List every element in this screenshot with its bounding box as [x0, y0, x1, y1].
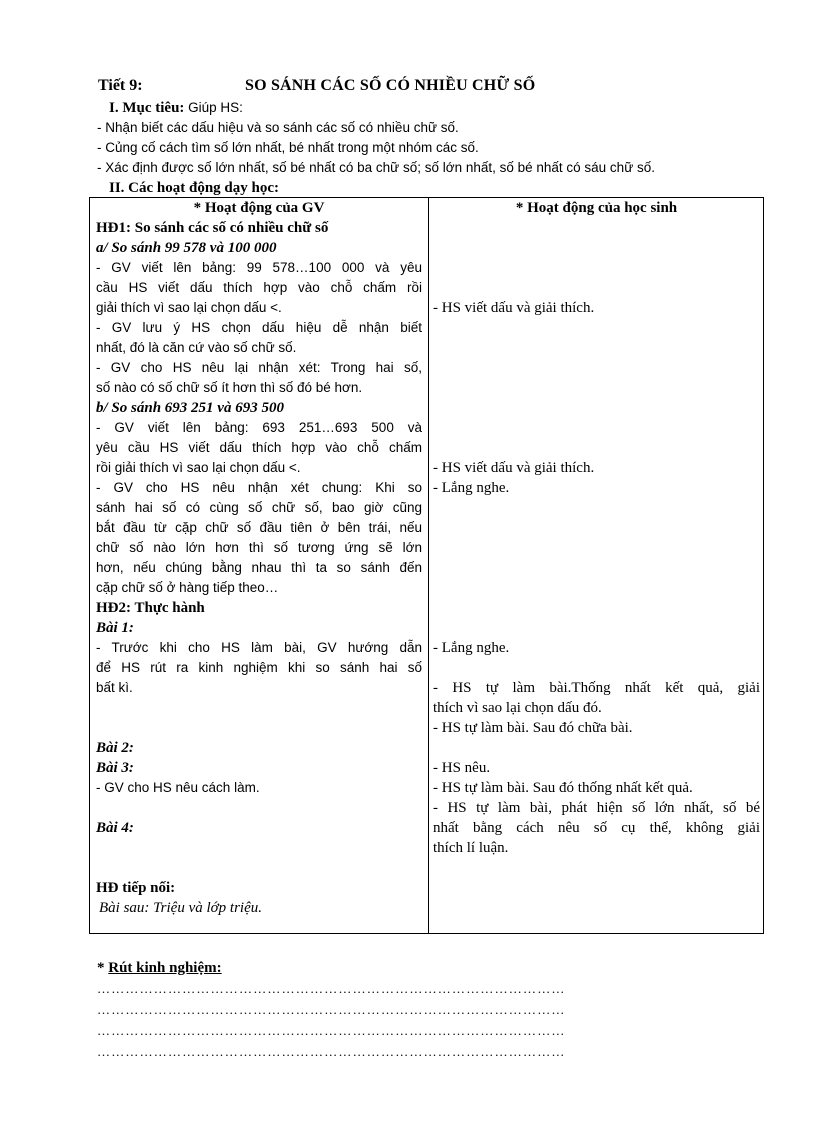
hs-exercise-3-line: - HS nêu.	[433, 760, 491, 776]
part-a-line: - GV cho HS nêu lại nhận xét: Trong hai số,	[96, 360, 422, 375]
notes-dotted-line: ………………………………………………………………………………………	[97, 981, 566, 996]
activities-table	[89, 197, 764, 934]
part-a-line: số nào có số chữ số ít hơn thì số đó bé hơn.	[96, 380, 363, 395]
hs-exercise-4-line: - HS tự làm bài, phát hiện số lớn nhất, số bé	[433, 800, 760, 816]
objective-item: - Nhận biết các dấu hiệu và so sánh các số có nhiều chữ số.	[97, 120, 459, 135]
notes-dotted-line: ………………………………………………………………………………………	[97, 1023, 566, 1038]
notes-dotted-line: ………………………………………………………………………………………	[97, 1002, 566, 1017]
teacher-column-header: * Hoạt động của GV	[193, 200, 325, 216]
blank-line	[96, 798, 422, 818]
part-a-line: nhất, đó là căn cứ vào số chữ số.	[96, 340, 297, 355]
column-divider	[428, 198, 429, 933]
objectives-section	[97, 98, 777, 198]
hs-exercise-4-line: nhất bằng cách nêu số cụ thể, không giải	[433, 820, 760, 836]
activities-heading: II. Các hoạt động dạy học:	[109, 180, 280, 196]
part-b-title: b/ So sánh 693 251 và 693 500	[96, 400, 284, 416]
part-b-line: hơn, nếu chúng bằng nhau thì ta so sánh đến	[96, 560, 422, 575]
notes-heading-text: Rút kinh nghiệm:	[108, 960, 222, 976]
objectives-heading-line	[97, 98, 777, 118]
student-column	[433, 198, 760, 856]
objectives-heading: I. Mục tiêu:	[109, 100, 185, 116]
notes-star: *	[97, 960, 109, 976]
hs-explain-line: - HS viết dấu và giải thích.	[433, 300, 595, 316]
lesson-number: Tiết 9:	[98, 77, 143, 94]
hs-response-practice	[433, 638, 760, 858]
part-a-line: - GV lưu ý HS chọn dấu hiệu dễ nhận biết	[96, 320, 422, 335]
part-b-line: sánh hai số có cùng số chữ số, bao giờ cũng	[96, 500, 422, 515]
next-lesson-line: Bài sau: Triệu và lớp triệu.	[99, 900, 263, 916]
objective-item: - Củng cố cách tìm số lớn nhất, bé nhất trong một nhóm các số.	[97, 140, 479, 155]
hd2-heading: HĐ2: Thực hành	[96, 600, 205, 616]
part-b-line: rồi giải thích vì sao lại chọn dấu <.	[96, 460, 301, 475]
objectives-intro: Giúp HS:	[184, 100, 243, 115]
hs-exercise-4-line: thích lí luận.	[433, 840, 509, 856]
hs-response-a	[433, 298, 760, 318]
hd1-heading: HĐ1: So sánh các số có nhiều chữ số	[96, 220, 329, 236]
blank-line	[96, 858, 422, 878]
hs-exercise-1-line: - HS tự làm bài.Thống nhất kết quả, giải	[433, 680, 760, 696]
part-b-line: - GV viết lên bảng: 693 251…693 500 và	[96, 420, 422, 435]
student-column-header: * Hoạt động của học sinh	[515, 200, 678, 216]
notes-heading	[97, 958, 757, 978]
notes-section	[97, 958, 757, 1062]
part-a-line: cầu HS viết dấu thích hợp vào chỗ chấm rồi	[96, 280, 422, 295]
part-b-line: yêu cầu HS viết dấu thích hợp vào chỗ chấm	[96, 440, 422, 455]
exercise-1-line: - Trước khi cho HS làm bài, GV hướng dẫn	[96, 640, 422, 655]
hs-exercise-2-line: - HS tự làm bài. Sau đó chữa bài.	[433, 720, 633, 736]
hs-explain-line: - HS viết dấu và giải thích.	[433, 460, 595, 476]
follow-up-heading: HĐ tiếp nối:	[96, 880, 176, 896]
lesson-title: SO SÁNH CÁC SỐ CÓ NHIỀU CHỮ SỐ	[245, 77, 536, 94]
blank-line	[96, 698, 422, 718]
exercise-1-line: bất kì.	[96, 680, 133, 695]
hs-listen-line: - Lắng nghe.	[433, 640, 510, 656]
blank-line	[433, 658, 760, 678]
hs-exercise-1-line: thích vì sao lại chọn dấu đó.	[433, 700, 602, 716]
blank-line	[433, 738, 760, 758]
hs-listen-line: - Lắng nghe.	[433, 480, 510, 496]
exercise-3-title: Bài 3:	[96, 760, 134, 776]
hs-exercise-3-line: - HS tự làm bài. Sau đó thống nhất kết quả.	[433, 780, 693, 796]
exercise-2-title: Bài 2:	[96, 740, 134, 756]
blank-line	[96, 838, 422, 858]
part-b-line: chữ số nào lớn hơn thì số tương ứng sẽ lớn	[96, 540, 422, 555]
exercise-4-title: Bài 4:	[96, 820, 134, 836]
teacher-column	[96, 198, 422, 918]
part-b-line: bắt đầu từ cặp chữ số đầu tiên ở bên trái, nếu	[96, 520, 422, 535]
hs-response-b	[433, 458, 760, 498]
blank-line	[96, 718, 422, 738]
title-row	[98, 77, 778, 97]
objective-item: - Xác định được số lớn nhất, số bé nhất có ba chữ số; số lớn nhất, số bé nhất có sáu chữ số.	[97, 160, 655, 175]
notes-dotted-line: ………………………………………………………………………………………	[97, 1044, 566, 1059]
exercise-3-line: - GV cho HS nêu cách làm.	[96, 780, 260, 795]
part-a-line: giải thích vì sao lại chọn dấu <.	[96, 300, 282, 315]
part-b-line: cặp chữ số ở hàng tiếp theo…	[96, 580, 279, 595]
part-a-line: - GV viết lên bảng: 99 578…100 000 và yêu	[96, 260, 422, 275]
exercise-1-title: Bài 1:	[96, 620, 134, 636]
part-a-title: a/ So sánh 99 578 và 100 000	[96, 240, 277, 256]
part-b-line: - GV cho HS nêu nhận xét chung: Khi so	[96, 480, 422, 495]
exercise-1-line: để HS rút ra kinh nghiệm khi so sánh hai số	[96, 660, 422, 675]
